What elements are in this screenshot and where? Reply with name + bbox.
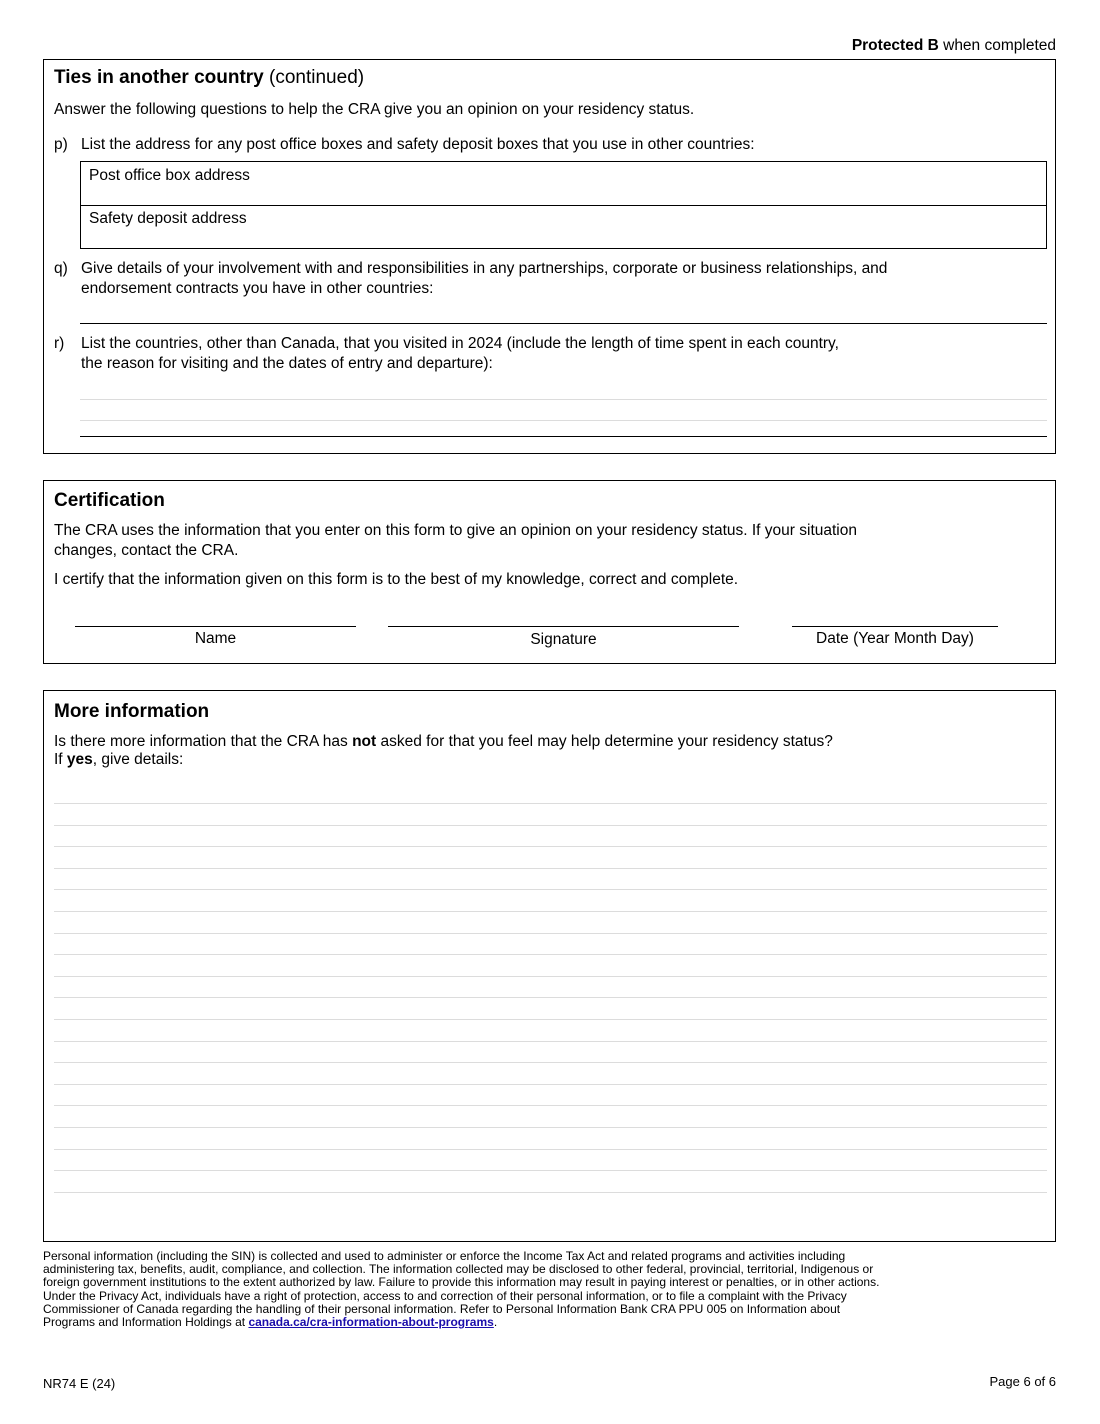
date-label: Date (Year Month Day) bbox=[816, 630, 974, 647]
privacy-line: foreign government institutions to the extent authorized by law. Failure to provide this information may result in paying interest or penalties, or in other actions. bbox=[43, 1275, 880, 1290]
question-q-answer-line[interactable] bbox=[80, 323, 1047, 324]
question-q-line2: endorsement contracts you have in other countries: bbox=[81, 280, 434, 297]
question-r-answer-line[interactable] bbox=[80, 436, 1047, 437]
more-information-question bbox=[54, 733, 833, 751]
more-information-guide-line bbox=[54, 889, 1047, 890]
more-info-if-pre: If bbox=[54, 751, 67, 768]
more-information-guide-line bbox=[54, 1084, 1047, 1085]
more-information-guide-line bbox=[54, 868, 1047, 869]
po-box-field[interactable] bbox=[80, 161, 1047, 206]
more-information-guide-line bbox=[54, 825, 1047, 826]
page-number: Page 6 of 6 bbox=[989, 1374, 1056, 1389]
more-information-guide-line bbox=[54, 1127, 1047, 1128]
ties-title-bold: Ties in another country bbox=[54, 67, 264, 88]
more-information-guide-line bbox=[54, 1170, 1047, 1171]
privacy-line-prefix: Programs and Information Holdings at bbox=[43, 1315, 249, 1330]
privacy-notice bbox=[43, 1250, 1063, 1329]
ties-section-title bbox=[54, 67, 364, 89]
more-info-q-not: not bbox=[352, 733, 377, 750]
certification-text-line2: changes, contact the CRA. bbox=[54, 542, 239, 559]
privacy-line: Under the Privacy Act, individuals have a right of protection, access to and correction of their personal information, or to file a complaint with the Privacy bbox=[43, 1288, 847, 1303]
question-p-marker: p) bbox=[54, 136, 68, 153]
privacy-line-suffix: . bbox=[493, 1315, 498, 1330]
safety-deposit-field[interactable] bbox=[80, 205, 1047, 249]
cra-programs-link[interactable]: canada.ca/cra-information-about-programs bbox=[248, 1315, 494, 1330]
more-info-q-pre: Is there more information that the CRA has bbox=[54, 733, 353, 750]
more-information-if-yes bbox=[54, 751, 183, 769]
date-line[interactable] bbox=[792, 626, 998, 627]
more-information-guide-line bbox=[54, 997, 1047, 998]
question-q-line1: Give details of your involvement with and responsibilities in any partnerships, corporate or business relationships, and bbox=[81, 260, 888, 277]
question-q-marker: q) bbox=[54, 260, 68, 277]
question-p-text: List the address for any post office boxes and safety deposit boxes that you use in other countries: bbox=[81, 136, 755, 153]
name-signature-line[interactable] bbox=[75, 626, 356, 627]
protected-b-suffix: when completed bbox=[938, 37, 1056, 54]
signature-label: Signature bbox=[530, 631, 597, 648]
safety-deposit-label: Safety deposit address bbox=[89, 210, 247, 227]
certification-statement: I certify that the information given on this form is to the best of my knowledge, correct and complete. bbox=[54, 571, 739, 588]
certification-title: Certification bbox=[54, 490, 165, 511]
more-info-if-post: , give details: bbox=[92, 751, 184, 768]
certification-text-line1: The CRA uses the information that you enter on this form to give an opinion on your residency status. If your situation bbox=[54, 522, 857, 539]
question-r-guide-line bbox=[80, 420, 1047, 421]
form-id: NR74 E (24) bbox=[43, 1376, 116, 1391]
signature-line[interactable] bbox=[388, 626, 739, 627]
more-information-guide-line bbox=[54, 1105, 1047, 1106]
more-information-section bbox=[43, 690, 1056, 1242]
more-information-guide-line bbox=[54, 976, 1047, 977]
more-info-yes: yes bbox=[66, 751, 93, 768]
more-information-guide-line bbox=[54, 954, 1047, 955]
more-information-guide-line bbox=[54, 933, 1047, 934]
more-information-guide-line bbox=[54, 1149, 1047, 1150]
question-r-line1: List the countries, other than Canada, that you visited in 2024 (include the length of time spent in each country, bbox=[81, 335, 839, 352]
more-information-guide-line bbox=[54, 803, 1047, 804]
more-information-guide-line bbox=[54, 1062, 1047, 1063]
protected-b-label: Protected B bbox=[851, 37, 939, 54]
more-information-guide-line bbox=[54, 846, 1047, 847]
more-information-guide-line bbox=[54, 911, 1047, 912]
question-r-line2: the reason for visiting and the dates of entry and departure): bbox=[81, 355, 493, 372]
protected-b-notice bbox=[852, 37, 1056, 55]
more-information-title: More information bbox=[54, 701, 210, 722]
ties-title-continued: (continued) bbox=[263, 67, 365, 88]
more-information-guide-line bbox=[54, 1019, 1047, 1020]
privacy-line bbox=[43, 1316, 1063, 1329]
po-box-label: Post office box address bbox=[89, 167, 250, 184]
more-information-guide-line bbox=[54, 1192, 1047, 1193]
more-information-guide-line bbox=[54, 1041, 1047, 1042]
privacy-line: Commissioner of Canada regarding the handling of their personal information. Refer to Personal Information Bank CRA PPU 005 on Information about bbox=[43, 1301, 841, 1316]
more-info-q-post: asked for that you feel may help determine your residency status? bbox=[376, 733, 833, 750]
name-label: Name bbox=[194, 630, 237, 647]
ties-intro: Answer the following questions to help the CRA give you an opinion on your residency status. bbox=[54, 101, 695, 118]
privacy-line: Personal information (including the SIN) is collected and used to administer or enforce the Income Tax Act and related programs and activities including bbox=[43, 1249, 846, 1263]
privacy-line: administering tax, benefits, audit, compliance, and collection. The information collected may be disclosed to other federal, provincial, territorial, Indigenous or bbox=[43, 1262, 874, 1277]
question-r-marker: r) bbox=[54, 335, 65, 352]
question-r-guide-line bbox=[80, 399, 1047, 400]
